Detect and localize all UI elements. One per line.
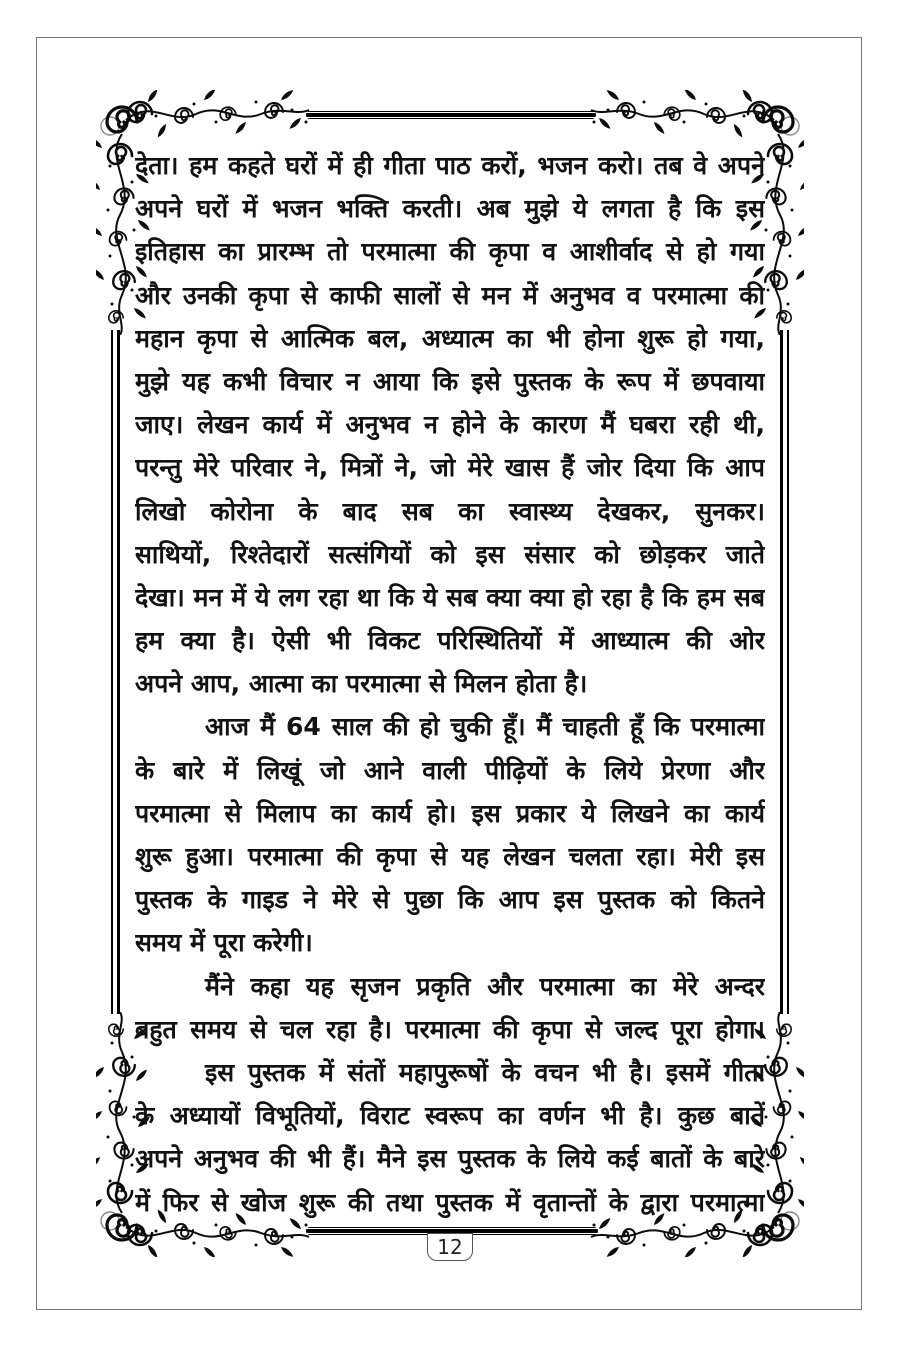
text-line: लिखो कोरोना के बाद सब का स्वास्थ्य देखकर, सुनकर।	[135, 496, 765, 526]
text-line: अपने अनुभव की भी हैं। मैने इस पुस्तक के लिये कई बातों के बारे	[135, 1144, 765, 1174]
text-line: शुरू हुआ। परमात्मा की कृपा से यह लेखन चलता रहा। मेरी इस	[135, 842, 765, 871]
page-number-badge	[427, 1233, 473, 1261]
text-line: महान कृपा से आत्मिक बल, अध्यात्म का भी होना शुरू हो गया,	[135, 323, 765, 353]
text-line: आज मैं 64 साल की हो चुकी हूँ। मैं चाहती हूँ कि परमात्मा	[205, 712, 765, 742]
text-line: पुस्तक के गाइड ने मेरे से पुछा कि आप इस पुस्तक को कितने	[135, 885, 765, 915]
text-line: देखा। मन में ये लग रहा था कि ये सब क्या क्या हो रहा है कि हम सब	[135, 582, 765, 612]
right-border-rule	[780, 330, 789, 1014]
page-number: 12	[437, 1235, 463, 1259]
top-border-rule	[306, 111, 596, 119]
text-line: बहुत समय से चल रहा है। परमात्मा की कृपा से जल्द पूरा होगा।	[135, 1014, 765, 1044]
text-line: हम क्या है। ऐसी भी विकट परिस्थितियों में आध्यात्म की ओर	[135, 626, 765, 656]
text-line: अपने आप, आत्मा का परमात्मा से मिलन होता है।	[135, 669, 588, 699]
text-block	[135, 144, 765, 1224]
text-line: परन्तु मेरे परिवार ने, मित्रों ने, जो मेरे खास हैं जोर दिया कि आप	[135, 453, 765, 483]
text-line: में फिर से खोज शुरू की तथा पुस्तक में वृतान्तों के द्वारा परमात्मा	[135, 1187, 765, 1217]
text-line: देता। हम कहते घरों में ही गीता पाठ करों, भजन करो। तब वे अपने	[135, 151, 765, 180]
text-line: जाए। लेखन कार्य में अनुभव न होने के कारण मैं घबरा रही थी,	[135, 410, 765, 440]
left-border-rule	[111, 330, 120, 1014]
text-line: इस पुस्तक में संतों महापुरूषों के वचन भी है। इसमें गीता	[205, 1057, 765, 1087]
text-line: समय में पूरा करेगी।	[135, 928, 313, 958]
text-line: के अध्यायों विभूतियों, विराट स्वरूप का वर्णन भी है। कुछ बातें	[135, 1101, 765, 1131]
text-line: के बारे में लिखूं जो आने वाली पीढ़ियों के लिये प्रेरणा और	[135, 755, 765, 785]
text-line: इतिहास का प्रारम्भ तो परमात्मा की कृपा व आशीर्वाद से हो गया	[135, 237, 765, 267]
text-line: और उनकी कृपा से काफी सालों से मन में अनुभव व परमात्मा की	[135, 280, 765, 310]
text-line: अपने घरों में भजन भक्ति करती। अब मुझे ये लगता है कि इस	[135, 194, 765, 224]
text-line: मुझे यह कभी विचार न आया कि इसे पुस्तक के रूप में छपवाया	[135, 366, 765, 396]
text-line: साथियों, रिश्तेदारों सत्संगियों को इस संसार को छोड़कर जाते	[135, 539, 765, 569]
text-line: मैंने कहा यह सृजन प्रकृति और परमात्मा का मेरे अन्दर	[205, 971, 765, 1001]
text-line: परमात्मा से मिलाप का कार्य हो। इस प्रकार ये लिखने का कार्य	[135, 798, 765, 828]
